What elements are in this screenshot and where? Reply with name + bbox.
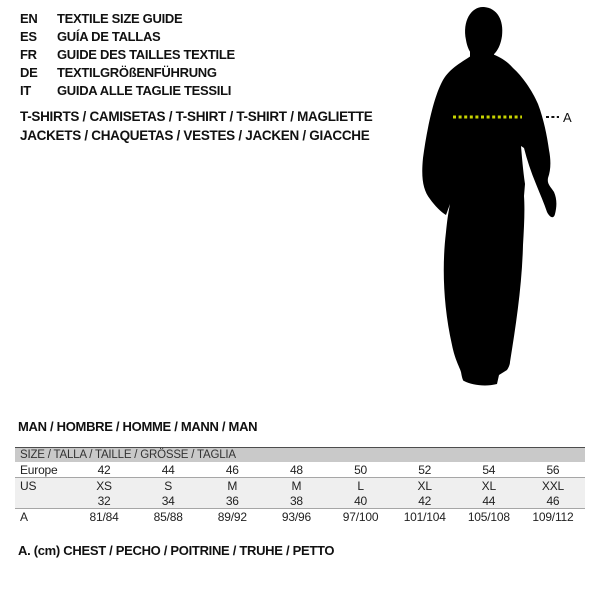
cell: 46 (200, 462, 264, 478)
row-label: Europe (15, 462, 72, 478)
language-label: GUIDA ALLE TAGLIE TESSILI (57, 83, 232, 98)
language-code: FR (20, 47, 37, 62)
cell: 36 (200, 493, 264, 509)
silhouette-body (422, 54, 556, 385)
cell: XL (393, 478, 457, 494)
cell: 101/104 (403, 509, 446, 524)
cell: 40 (329, 493, 393, 509)
cell: 109/112 (532, 509, 574, 524)
cell: 97/100 (342, 509, 379, 524)
cell: 85/88 (153, 509, 183, 524)
measurement-a-label: A (563, 110, 572, 125)
language-list (20, 10, 235, 100)
language-code: EN (20, 11, 38, 26)
table-row-a-chest (15, 509, 585, 525)
language-code: ES (20, 29, 37, 44)
man-silhouette-figure (410, 0, 600, 400)
size-table-header: SIZE / TALLA / TAILLE / GRÖSSE / TAGLIA (15, 448, 585, 463)
language-label: TEXTILGRÖßENFÜHRUNG (57, 65, 217, 80)
language-code: IT (20, 83, 31, 98)
size-table-header-row (15, 448, 585, 463)
category-tshirts: T-SHIRTS / CAMISETAS / T-SHIRT / T-SHIRT / MAGLIETTE (20, 109, 373, 124)
cell: S (136, 478, 200, 494)
cell: L (329, 478, 393, 494)
cell: 93/96 (281, 509, 311, 524)
cell: 52 (393, 462, 457, 478)
row-label (15, 493, 72, 509)
table-row-numeric (15, 493, 585, 509)
cell: 44 (457, 493, 521, 509)
language-row-it (20, 82, 235, 100)
language-label: GUÍA DE TALLAS (57, 29, 161, 44)
cell: 89/92 (217, 509, 247, 524)
cell: 46 (521, 493, 585, 509)
category-jackets: JACKETS / CHAQUETAS / VESTES / JACKEN / GIACCHE (20, 128, 370, 143)
language-label: GUIDE DES TAILLES TEXTILE (57, 47, 235, 62)
table-row-us (15, 478, 585, 494)
language-row-es (20, 28, 235, 46)
language-label: TEXTILE SIZE GUIDE (57, 11, 183, 26)
cell: 56 (521, 462, 585, 478)
cell: 54 (457, 462, 521, 478)
cell: 38 (264, 493, 328, 509)
cell: 50 (329, 462, 393, 478)
cell: 32 (72, 493, 136, 509)
language-code: DE (20, 65, 38, 80)
cell: 105/108 (467, 509, 510, 524)
cell: XXL (521, 478, 585, 494)
footnote-chest-measure: A. (cm) CHEST / PECHO / POITRINE / TRUHE / PETTO (18, 543, 335, 558)
cell: M (264, 478, 328, 494)
cell: M (200, 478, 264, 494)
cell: 81/84 (89, 509, 119, 524)
row-label: A (20, 509, 28, 524)
cell: 44 (136, 462, 200, 478)
garment-categories (20, 107, 372, 145)
size-table (15, 447, 585, 524)
cell: XL (457, 478, 521, 494)
cell: 48 (264, 462, 328, 478)
cell: XS (72, 478, 136, 494)
language-row-fr (20, 46, 235, 64)
language-row-de (20, 64, 235, 82)
table-row-europe (15, 462, 585, 478)
cell: 42 (72, 462, 136, 478)
language-row-en (20, 10, 235, 28)
row-label: US (15, 478, 72, 494)
cell: 34 (136, 493, 200, 509)
section-title-man: MAN / HOMBRE / HOMME / MANN / MAN (18, 419, 258, 434)
cell: 42 (393, 493, 457, 509)
